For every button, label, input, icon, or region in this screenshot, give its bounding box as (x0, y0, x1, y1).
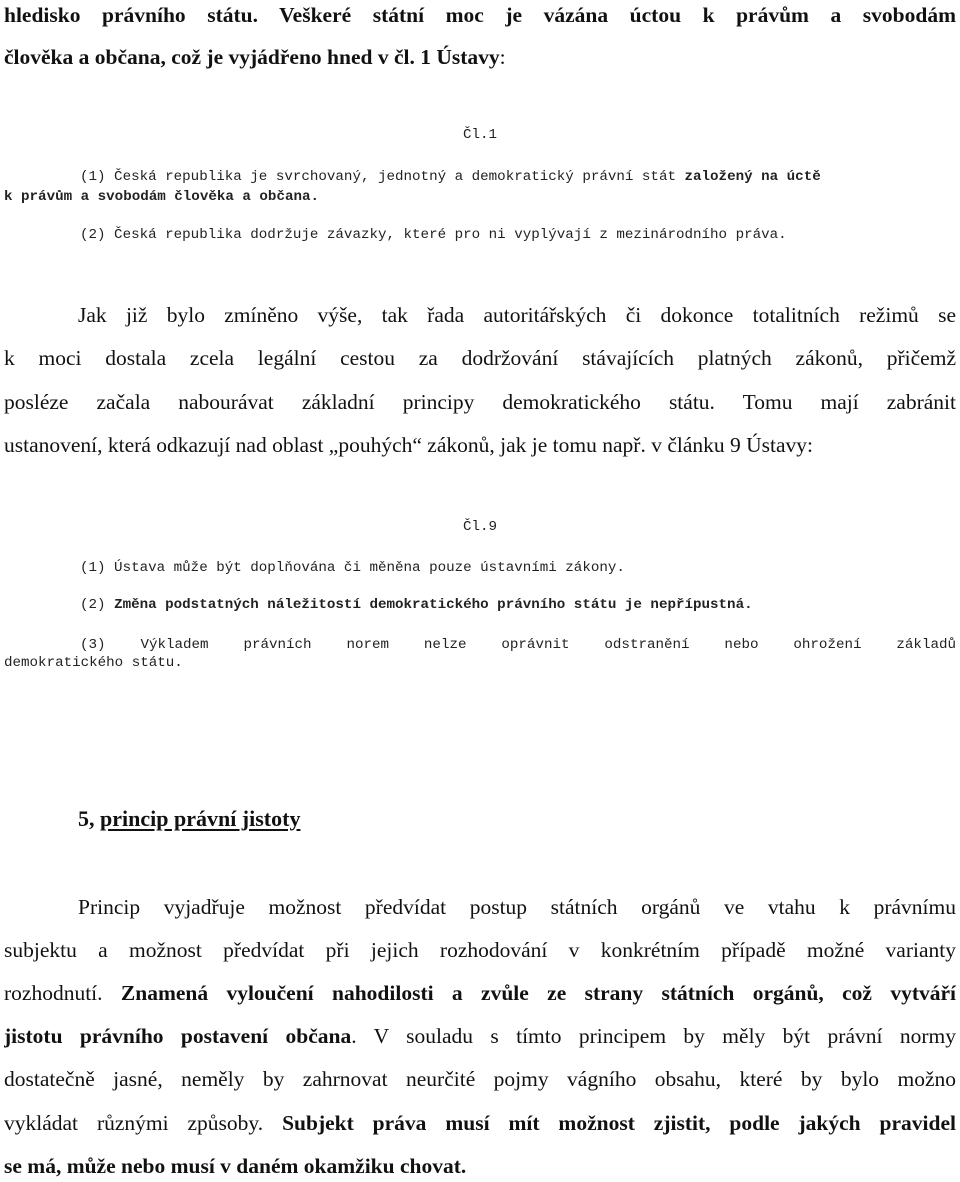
article-1-para-1-bold-a: založený na úctě (684, 169, 821, 185)
para-2-line-6 (4, 1110, 956, 1136)
intro-line-1 (4, 2, 956, 28)
section-heading (78, 806, 300, 832)
article-1-para-1-line-2: k právům a svobodám člověka a občana. (4, 189, 320, 205)
para-2-line-6-bold: Subjekt práva musí mít možnost zjistit, podle jakých pravidel (282, 1111, 956, 1135)
article-1-para-1-text: (1) Česká republika je svrchovaný, jednotný a demokratický právní stát (80, 169, 685, 185)
para-2-line-4-text: . V souladu s tímto principem by měly být právní normy (351, 1024, 956, 1048)
article-1-para-1-line-1 (80, 168, 960, 186)
article-9-para-1: (1) Ústava může být doplňována či měněna pouze ústavními zákony. (80, 560, 625, 576)
article-9-para-2 (80, 596, 960, 614)
intro-line-2 (4, 44, 956, 70)
para-2-line-3-bold: Znamená vyloučení nahodilosti a zvůle ze strany státních orgánů, což vytváří (120, 981, 956, 1005)
para-2-line-3 (4, 980, 956, 1006)
section-number: 5, (78, 806, 100, 831)
para-2-line-1: Princip vyjadřuje možnost předvídat postup státních orgánů ve vtahu k právnímu (78, 895, 956, 919)
article-9-para-2-bold: Změna podstatných náležitostí demokratického právního státu je nepřípustná. (114, 597, 753, 613)
para-2-line-7: se má, může nebo musí v daném okamžiku chovat. (4, 1154, 467, 1178)
para-2-line-6-text: vykládat různými způsoby. (4, 1111, 283, 1135)
article-9-para-3-line-2: demokratického státu. (4, 655, 183, 671)
section-title: princip právní jistoty (100, 806, 301, 831)
para-2-line-3-text: rozhodnutí. (4, 981, 121, 1005)
article-9-para-3-line-1: (3) Výkladem právních norem nelze oprávnit odstranění nebo ohrožení základů (80, 637, 956, 653)
intro-text-2: člověka a občana, což je vyjádřeno hned v čl. 1 Ústavy (4, 45, 500, 69)
para-1-line-1: Jak již bylo zmíněno výše, tak řada autoritářských či dokonce totalitních režimů se (78, 303, 956, 327)
article-9-para-2-number: (2) (80, 597, 115, 613)
para-1-line-4: ustanovení, která odkazují nad oblast „pouhých“ zákonů, jak je tomu např. v článku 9 Ústavy: (4, 433, 814, 457)
para-2-line-4 (4, 1023, 956, 1049)
intro-text-1: hledisko právního státu. Veškeré státní moc je vázána úctou k právům a svobodám (4, 3, 956, 27)
para-2-line-4-bold: jistotu právního postavení občana (4, 1024, 352, 1048)
para-1-line-3: posléze začala nabourávat základní principy demokratického státu. Tomu mají zabránit (4, 390, 956, 414)
article-1-title: Čl.1 (462, 127, 498, 143)
para-2-line-5: dostatečně jasné, neměly by zahrnovat neurčité pojmy vágního obsahu, které by bylo možno (4, 1067, 956, 1091)
para-1-line-2: k moci dostala zcela legální cestou za dodržování stávajících platných zákonů, přičemž (4, 346, 956, 370)
intro-colon: : (499, 45, 506, 69)
para-2-line-2: subjektu a možnost předvídat při jejich rozhodování v konkrétním případě možné varianty (4, 938, 956, 962)
article-9-title: Čl.9 (462, 519, 498, 535)
article-1-para-2: (2) Česká republika dodržuje závazky, které pro ni vyplývají z mezinárodního práva. (80, 227, 787, 243)
